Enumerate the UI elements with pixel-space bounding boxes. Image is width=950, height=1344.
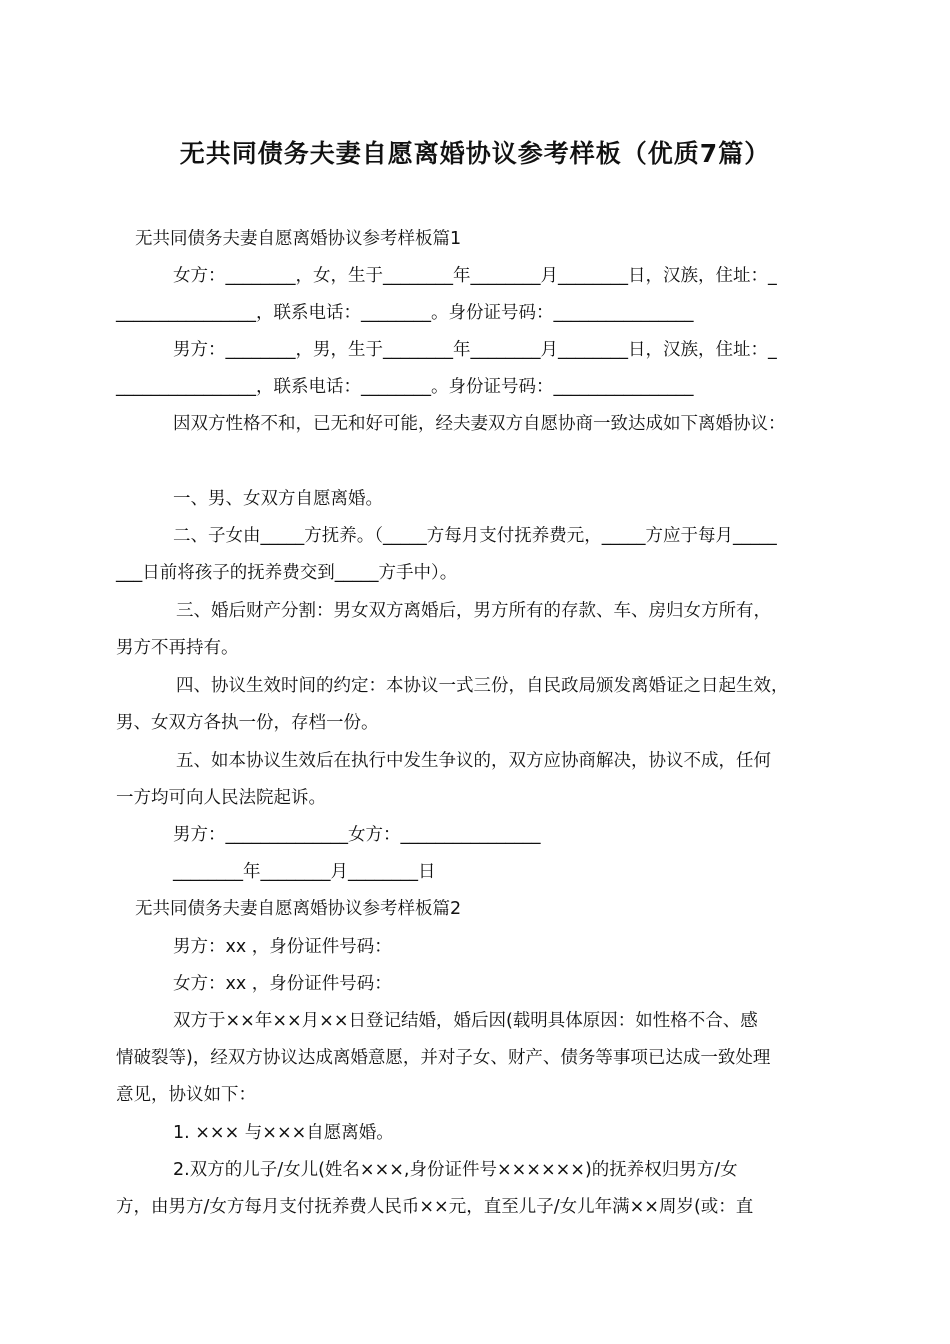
paragraph-line: 五、如本协议生效后在执行中发生争议的，双方应协商解决，协议不成，任何 <box>176 751 771 771</box>
paragraph-line: 四、协议生效时间的约定：本协议一式三份，自民政局颁发离婚证之日起生效， <box>176 676 789 696</box>
paragraph-line: 女方：xx ，身份证件号码： <box>173 974 392 994</box>
paragraph-line: 男、女双方各执一份，存档一份。 <box>116 713 379 733</box>
document-title: 无共同债务夫妻自愿离婚协议参考样板（优质7篇） <box>179 139 771 168</box>
paragraph-line: 男方：xx ，身份证件号码： <box>173 937 392 957</box>
paragraph-line: ________________，联系电话：________。身份证号码：________________ <box>116 377 694 397</box>
paragraph-line: 女方：________，女，生于________年________月________日，汉族，住址：_ <box>173 266 777 286</box>
paragraph-line: ________________，联系电话：________。身份证号码：________________ <box>116 303 694 323</box>
date-line: ________年________月________日 <box>173 862 436 882</box>
paragraph-line: 男方不再持有。 <box>116 638 239 658</box>
paragraph-line: 2.双方的儿子/女儿(姓名×××,身份证件号××××××)的抚养权归男方/女 <box>173 1160 738 1180</box>
paragraph-line: 双方于××年××月××日登记结婚，婚后因(载明具体原因：如性格不合、感 <box>173 1011 758 1031</box>
signature-line: 男方：______________女方：________________ <box>173 825 541 845</box>
paragraph-line: 二、子女由_____方抚养。（_____方每月支付抚养费元，_____方应于每月_____ <box>173 526 777 546</box>
paragraph-line: 一方均可向人民法院起诉。 <box>116 788 326 808</box>
paragraph-line: ___日前将孩子的抚养费交到_____方手中）。 <box>116 563 458 583</box>
paragraph-line: 意见，协议如下： <box>116 1085 256 1105</box>
paragraph-line: 1. ××× 与×××自愿离婚。 <box>173 1123 394 1143</box>
paragraph-line: 男方：________，男，生于________年________月________日，汉族，住址：_ <box>173 340 777 360</box>
section-heading-2: 无共同债务夫妻自愿离婚协议参考样板篇2 <box>135 899 462 919</box>
paragraph-line: 一、男、女双方自愿离婚。 <box>173 489 383 509</box>
section-heading-1: 无共同债务夫妻自愿离婚协议参考样板篇1 <box>135 229 462 249</box>
paragraph-line: 方，由男方/女方每月支付抚养费人民币××元，直至儿子/女儿年满××周岁(或：直 <box>116 1197 754 1217</box>
paragraph-line: 因双方性格不和，已无和好可能，经夫妻双方自愿协商一致达成如下离婚协议： <box>173 414 786 434</box>
paragraph-line: 情破裂等)，经双方协议达成离婚意愿，并对子女、财产、债务等事项已达成一致处理 <box>116 1048 771 1068</box>
paragraph-line: 三、婚后财产分割：男女双方离婚后，男方所有的存款、车、房归女方所有， <box>176 601 771 621</box>
